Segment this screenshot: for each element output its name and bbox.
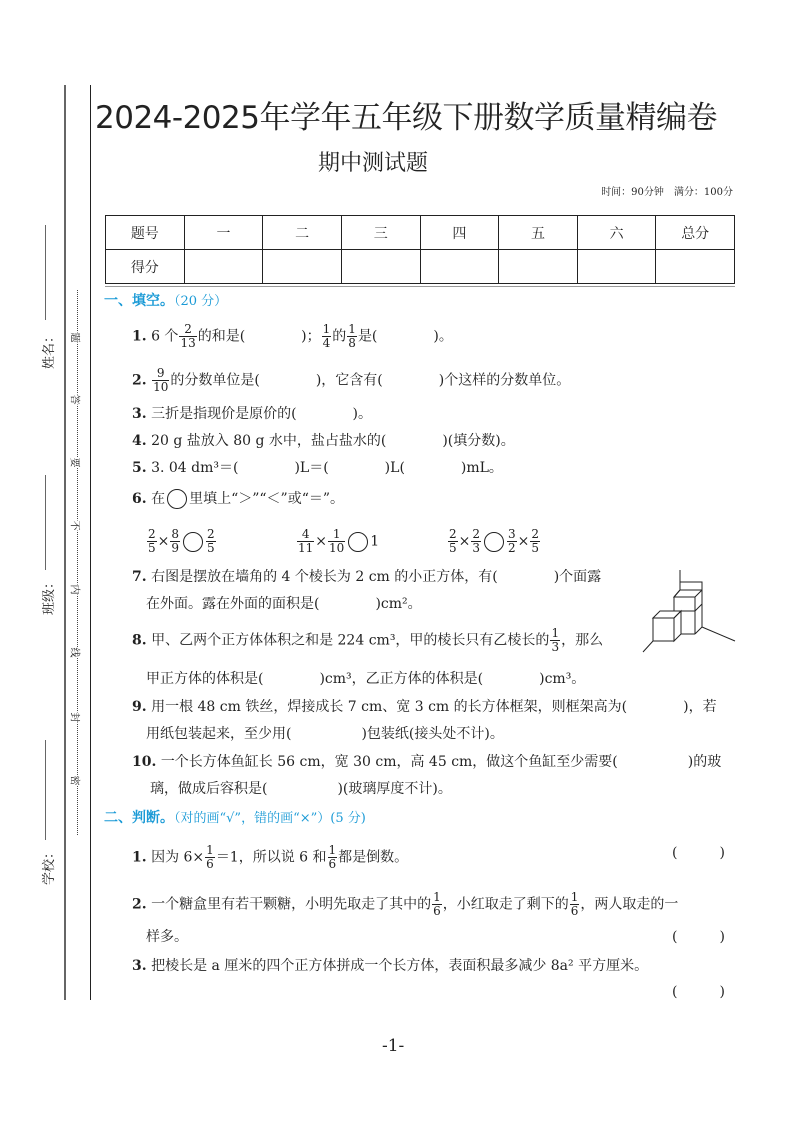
question-3 [132, 405, 372, 423]
question-number: 1. [132, 849, 147, 866]
school-label: 学校： [42, 845, 58, 886]
question-number: 7. [132, 569, 147, 585]
score-input-cell[interactable] [499, 250, 578, 284]
question-6 [132, 489, 344, 509]
text: 的 [332, 328, 347, 345]
section-title: 一、填空。 [104, 293, 174, 309]
text: 的分数单位是( )，它含有( )个这样的分数单位。 [170, 372, 571, 389]
table-cell: 一 [184, 216, 263, 250]
score-input-cell[interactable] [656, 250, 735, 284]
seal-char: 答 [69, 395, 84, 405]
text: 20 g 盐放入 80 g 水中，盐占盐水的( )(填分数)。 [151, 433, 515, 449]
compare-expr-1: $\frac{2}{5}$ × $\frac{8}{9}$ $\frac{2}{5}$ [148, 527, 215, 555]
class-underline [45, 475, 46, 570]
question-9-cont: 用纸包装起来，至少用( )包装纸(接头处不计)。 [146, 726, 504, 742]
question-number: 3. [132, 406, 147, 422]
seal-dotted-line [77, 290, 78, 835]
compare-circle[interactable] [484, 532, 504, 552]
seal-char: 封 [69, 713, 84, 723]
page-title: 2024-2025年学年五年级下册数学质量精编卷 [95, 100, 717, 136]
class-label: 班级： [42, 575, 58, 616]
page-subtitle: 期中测试题 [318, 151, 429, 176]
seal-char: 题 [69, 333, 84, 343]
table-cell: 四 [420, 216, 499, 250]
divider [105, 286, 735, 287]
question-10-cont: 璃，做成后容积是( )(玻璃厚度不计)。 [150, 781, 452, 797]
score-input-cell[interactable] [184, 250, 263, 284]
fraction: $\frac{2}{13}$ [180, 322, 196, 350]
question-1 [132, 323, 453, 350]
question-8-cont: 甲正方体的体积是( )cm³，乙正方体的体积是( )cm³。 [146, 671, 586, 687]
table-cell: 总分 [656, 216, 735, 250]
question-number: 1. [132, 328, 147, 345]
margin-line-thin [90, 85, 91, 1000]
question-7-cont: 在外面。露在外面的面积是( )cm²。 [146, 596, 422, 612]
seal-char: 密 [69, 776, 84, 786]
text: 三折是指现价是原价的( )。 [151, 406, 373, 422]
question-7 [132, 568, 601, 586]
judge-3: 3. 把棱长是 a 厘米的四个正方体拼成一个长方体，表面积最多减少 8a² 平方厘米。 [132, 958, 649, 974]
seal-char: 不 [69, 521, 84, 531]
section-points: （对的画“√”，错的画“×”）(5 分) [174, 811, 366, 826]
section-points: （20 分） [174, 294, 228, 309]
seal-char: 线 [69, 648, 84, 658]
table-cell: 六 [577, 216, 656, 250]
exam-meta: 时间：90分钟 满分：100分 [601, 187, 733, 198]
question-9 [132, 698, 717, 716]
text: 甲、乙两个正方体体积之和是 224 cm³，甲的棱长只有乙棱长的 [151, 632, 550, 649]
text: 3. 04 dm³＝( )L＝( )L( )mL。 [151, 460, 503, 476]
section-2-heading [104, 807, 366, 827]
compare-expr-2: $\frac{4}{11}$ × $\frac{1}{10}$ 1 [298, 527, 380, 555]
question-number: 4. [132, 433, 147, 449]
text: ，那么 [561, 632, 604, 649]
judge-1: 1. 因为 6× $\frac{1}{6}$ ＝1，所以说 6 和 $\frac{1}{6}$ 都是倒数。 [132, 843, 409, 871]
page-number: -1- [382, 1036, 405, 1056]
score-input-cell[interactable] [420, 250, 499, 284]
table-cell: 得分 [106, 250, 185, 284]
question-number: 6. [132, 491, 147, 507]
text: 里填上“＞”“＜”或“＝”。 [189, 491, 345, 507]
section-title: 二、判断。 [104, 810, 174, 826]
question-8 [132, 627, 603, 654]
table-row [106, 250, 735, 284]
table-cell: 二 [263, 216, 342, 250]
fraction: $\frac{9}{10}$ [153, 366, 169, 394]
text: 在 [151, 491, 166, 507]
judge-2-cont: 样多。 [146, 929, 188, 945]
answer-parens[interactable]: ( ) [672, 984, 725, 1000]
question-4 [132, 432, 515, 450]
name-underline [45, 225, 46, 320]
question-number: 5. [132, 460, 147, 476]
text: 6 个 [151, 328, 179, 345]
score-input-cell[interactable] [263, 250, 342, 284]
score-table [105, 215, 735, 284]
score-input-cell[interactable] [577, 250, 656, 284]
compare-circle[interactable] [183, 532, 203, 552]
question-number: 8. [132, 632, 147, 649]
score-input-cell[interactable] [341, 250, 420, 284]
answer-parens[interactable]: ( ) [672, 929, 725, 945]
question-number: 2. [132, 372, 147, 389]
table-cell: 题号 [106, 216, 185, 250]
table-row [106, 216, 735, 250]
circle-icon [167, 489, 187, 509]
text: 是( )。 [357, 328, 453, 345]
question-5 [132, 459, 503, 477]
question-number: 9. [132, 699, 147, 715]
answer-parens[interactable]: ( ) [672, 845, 725, 861]
judge-2: 2. 一个糖盒里有若干颗糖，小明先取走了其中的 $\frac{1}{6}$ ，小红取走了剩下的 $\frac{1}{6}$ ，两人取走的一 [132, 890, 679, 918]
text: 一个长方体鱼缸长 56 cm，宽 30 cm，高 45 cm，做这个鱼缸至少需要( )的玻 [160, 754, 722, 770]
compare-expr-3: $\frac{2}{5}$ × $\frac{2}{3}$ $\frac{3}{2}$ × $\frac{2}{5}$ [449, 527, 540, 555]
question-number: 3. [132, 958, 147, 974]
question-10 [132, 753, 721, 771]
fraction: $\frac{1}{3}$ [551, 626, 560, 654]
fraction: $\frac{1}{4}$ [322, 322, 331, 350]
question-number: 2. [132, 896, 147, 913]
question-number: 10. [132, 754, 157, 770]
section-1-heading [104, 290, 227, 310]
table-cell: 三 [341, 216, 420, 250]
name-label: 姓名： [42, 329, 58, 370]
margin-line-thick [64, 85, 66, 1000]
cubes-figure [640, 568, 740, 658]
fraction: $\frac{1}{8}$ [348, 322, 356, 350]
text: 右图是摆放在墙角的 4 个棱长为 2 cm 的小正方体，有( )个面露 [151, 569, 602, 585]
text: 的和是( )； [197, 328, 321, 345]
school-underline [45, 740, 46, 840]
table-cell: 五 [499, 216, 578, 250]
seal-char: 内 [69, 585, 84, 595]
compare-circle[interactable] [348, 532, 368, 552]
question-2 [132, 367, 570, 394]
text: 用一根 48 cm 铁丝，焊接成长 7 cm、宽 3 cm 的长方体框架，则框架高为( )，若 [151, 699, 717, 715]
seal-char: 要 [69, 458, 84, 468]
